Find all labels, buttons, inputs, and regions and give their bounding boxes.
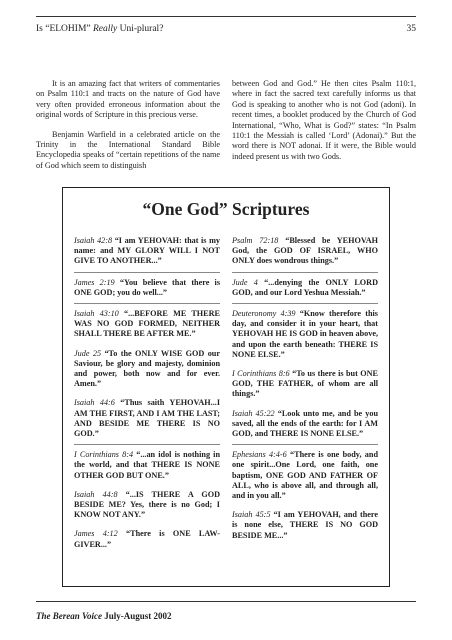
article-paragraph: It is an amazing fact that writers of commentaries on Psalm 110:1 and tracts on the nature of God have very often provided erroneous information about the original words of Scripture in this precious verse. [36, 79, 220, 120]
article-right-column [232, 79, 416, 162]
page-number: 35 [406, 24, 416, 34]
scripture-entry [74, 450, 220, 481]
scripture-box [62, 187, 390, 587]
scripture-reference: Ephesians 4:4-6 [232, 450, 287, 460]
box-right-column [232, 236, 378, 541]
scripture-reference: I Corinthians 8:4 [74, 450, 134, 460]
scripture-quote: “...denying the ONLY LORD GOD, and our Lord Yeshua Messiah.” [232, 277, 378, 297]
scripture-quote: “...BEFORE ME THERE WAS NO GOD FORMED, NEITHER SHALL THERE BE AFTER ME.” [74, 309, 220, 339]
scripture-quote: “There is ONE LAW-GIVER...” [74, 529, 221, 549]
divider [232, 303, 378, 304]
scripture-quote: “Know therefore this day, and consider it in your heart, that YEHOVAH HE IS GOD in heaven above, and upon the earth beneath: THERE IS NONE ELSE.” [232, 309, 378, 359]
scripture-reference: Psalm 72:18 [232, 236, 279, 245]
divider [74, 272, 220, 273]
article-left-column [36, 79, 220, 171]
scripture-reference: James 2:19 [74, 277, 115, 287]
scripture-reference: Isaiah 45:5 [232, 510, 271, 520]
scripture-reference: Isaiah 44:6 [74, 398, 115, 408]
scripture-quote: “Blessed be YEHOVAH God, the GOD OF ISRAEL, WHO ONLY does wondrous things.” [232, 236, 379, 266]
scripture-quote: “To us there is but ONE GOD, THE FATHER, of whom are all things.” [232, 369, 378, 399]
box-title: “One God” Scriptures [142, 199, 310, 219]
scripture-quote: “I am YEHOVAH: that is my name: and MY GLORY WILL I NOT GIVE TO ANOTHER...” [74, 236, 221, 266]
scripture-reference: Isaiah 43:10 [74, 309, 119, 319]
scripture-quote: “To the ONLY WISE GOD our Saviour, be glory and majesty, dominion and power, both now and for ever. Amen.” [74, 348, 220, 389]
scripture-quote: “There is one body, and one spirit...One Lord, one faith, one baptism, ONE GOD AND FATHER OF ALL, who is above all, and through all, and in you all.” [232, 450, 379, 501]
box-left-column [74, 236, 220, 550]
scripture-reference: Isaiah 44:8 [74, 489, 118, 499]
scripture-entry [232, 278, 378, 298]
scripture-entry [232, 369, 378, 400]
scripture-entry [232, 409, 378, 440]
article-paragraph: Benjamin Warfield in a celebrated article on the Trinity in the International Standard Bible Encyclopedia speaks of “certain repetitions of the name of God which seem to distinguish [36, 129, 220, 170]
header-rule [36, 16, 416, 17]
scripture-reference: James 4:12 [74, 529, 118, 539]
scripture-entry [232, 309, 378, 360]
scripture-entry [74, 398, 220, 439]
divider [232, 444, 378, 445]
running-head: Is “ELOHIM” Really Uni-plural? [36, 24, 164, 34]
scripture-entry [74, 236, 220, 267]
scripture-quote: “...an idol is nothing in the world, and that THERE IS NONE OTHER GOD BUT ONE.” [74, 450, 221, 480]
scripture-entry [232, 510, 378, 541]
scripture-reference: Isaiah 42:8 [74, 236, 113, 245]
scripture-reference: Isaiah 45:22 [232, 408, 275, 418]
scripture-entry [232, 236, 378, 267]
scripture-quote: “You believe that there is ONE GOD; you do well...” [74, 277, 221, 297]
scripture-quote: “Thus saith YEHOVAH...I AM THE FIRST, AND I AM THE LAST; AND BESIDE ME THERE IS NO GOD.” [74, 398, 220, 439]
scripture-reference: Jude 25 [74, 348, 102, 358]
scripture-entry [74, 529, 220, 549]
scripture-entry [74, 278, 220, 298]
scripture-entry [232, 450, 378, 501]
divider [74, 303, 220, 304]
scripture-reference: I Corinthians 8:6 [232, 369, 290, 379]
scripture-quote: “...IS THERE A GOD BESIDE ME? Yes, there is no God; I KNOW NOT ANY.” [74, 489, 221, 520]
scripture-reference: Jude 4 [232, 277, 258, 287]
scripture-entry [74, 349, 220, 390]
footer: The Berean Voice July-August 2002 [36, 611, 172, 621]
footer-rule [36, 601, 416, 602]
scripture-reference: Deuteronomy 4:39 [232, 309, 296, 319]
divider [232, 272, 378, 273]
scripture-quote: “Look unto me, and be you saved, all the ends of the earth: for I AM GOD, and THERE IS NONE ELSE.” [232, 408, 379, 439]
divider [74, 444, 220, 445]
scripture-entry [74, 490, 220, 521]
scripture-quote: “I am YEHOVAH, and there is none else, THERE IS NO GOD BESIDE ME...” [232, 510, 378, 540]
scripture-entry [74, 309, 220, 340]
article-paragraph: between God and God.” He then cites Psalm 110:1, where in fact the sacred text carefully informs us that God is speaking to another who is not God (adoni). In recent times, a booklet produced by the Church of God International, “Who, What is God?” states: “In Psalm 110:1 the Messiah is called ‘Lord’ (Adonai).” But the word there is NOT adonai. If it were, the Bible would indeed present us with two Gods. [232, 79, 416, 161]
